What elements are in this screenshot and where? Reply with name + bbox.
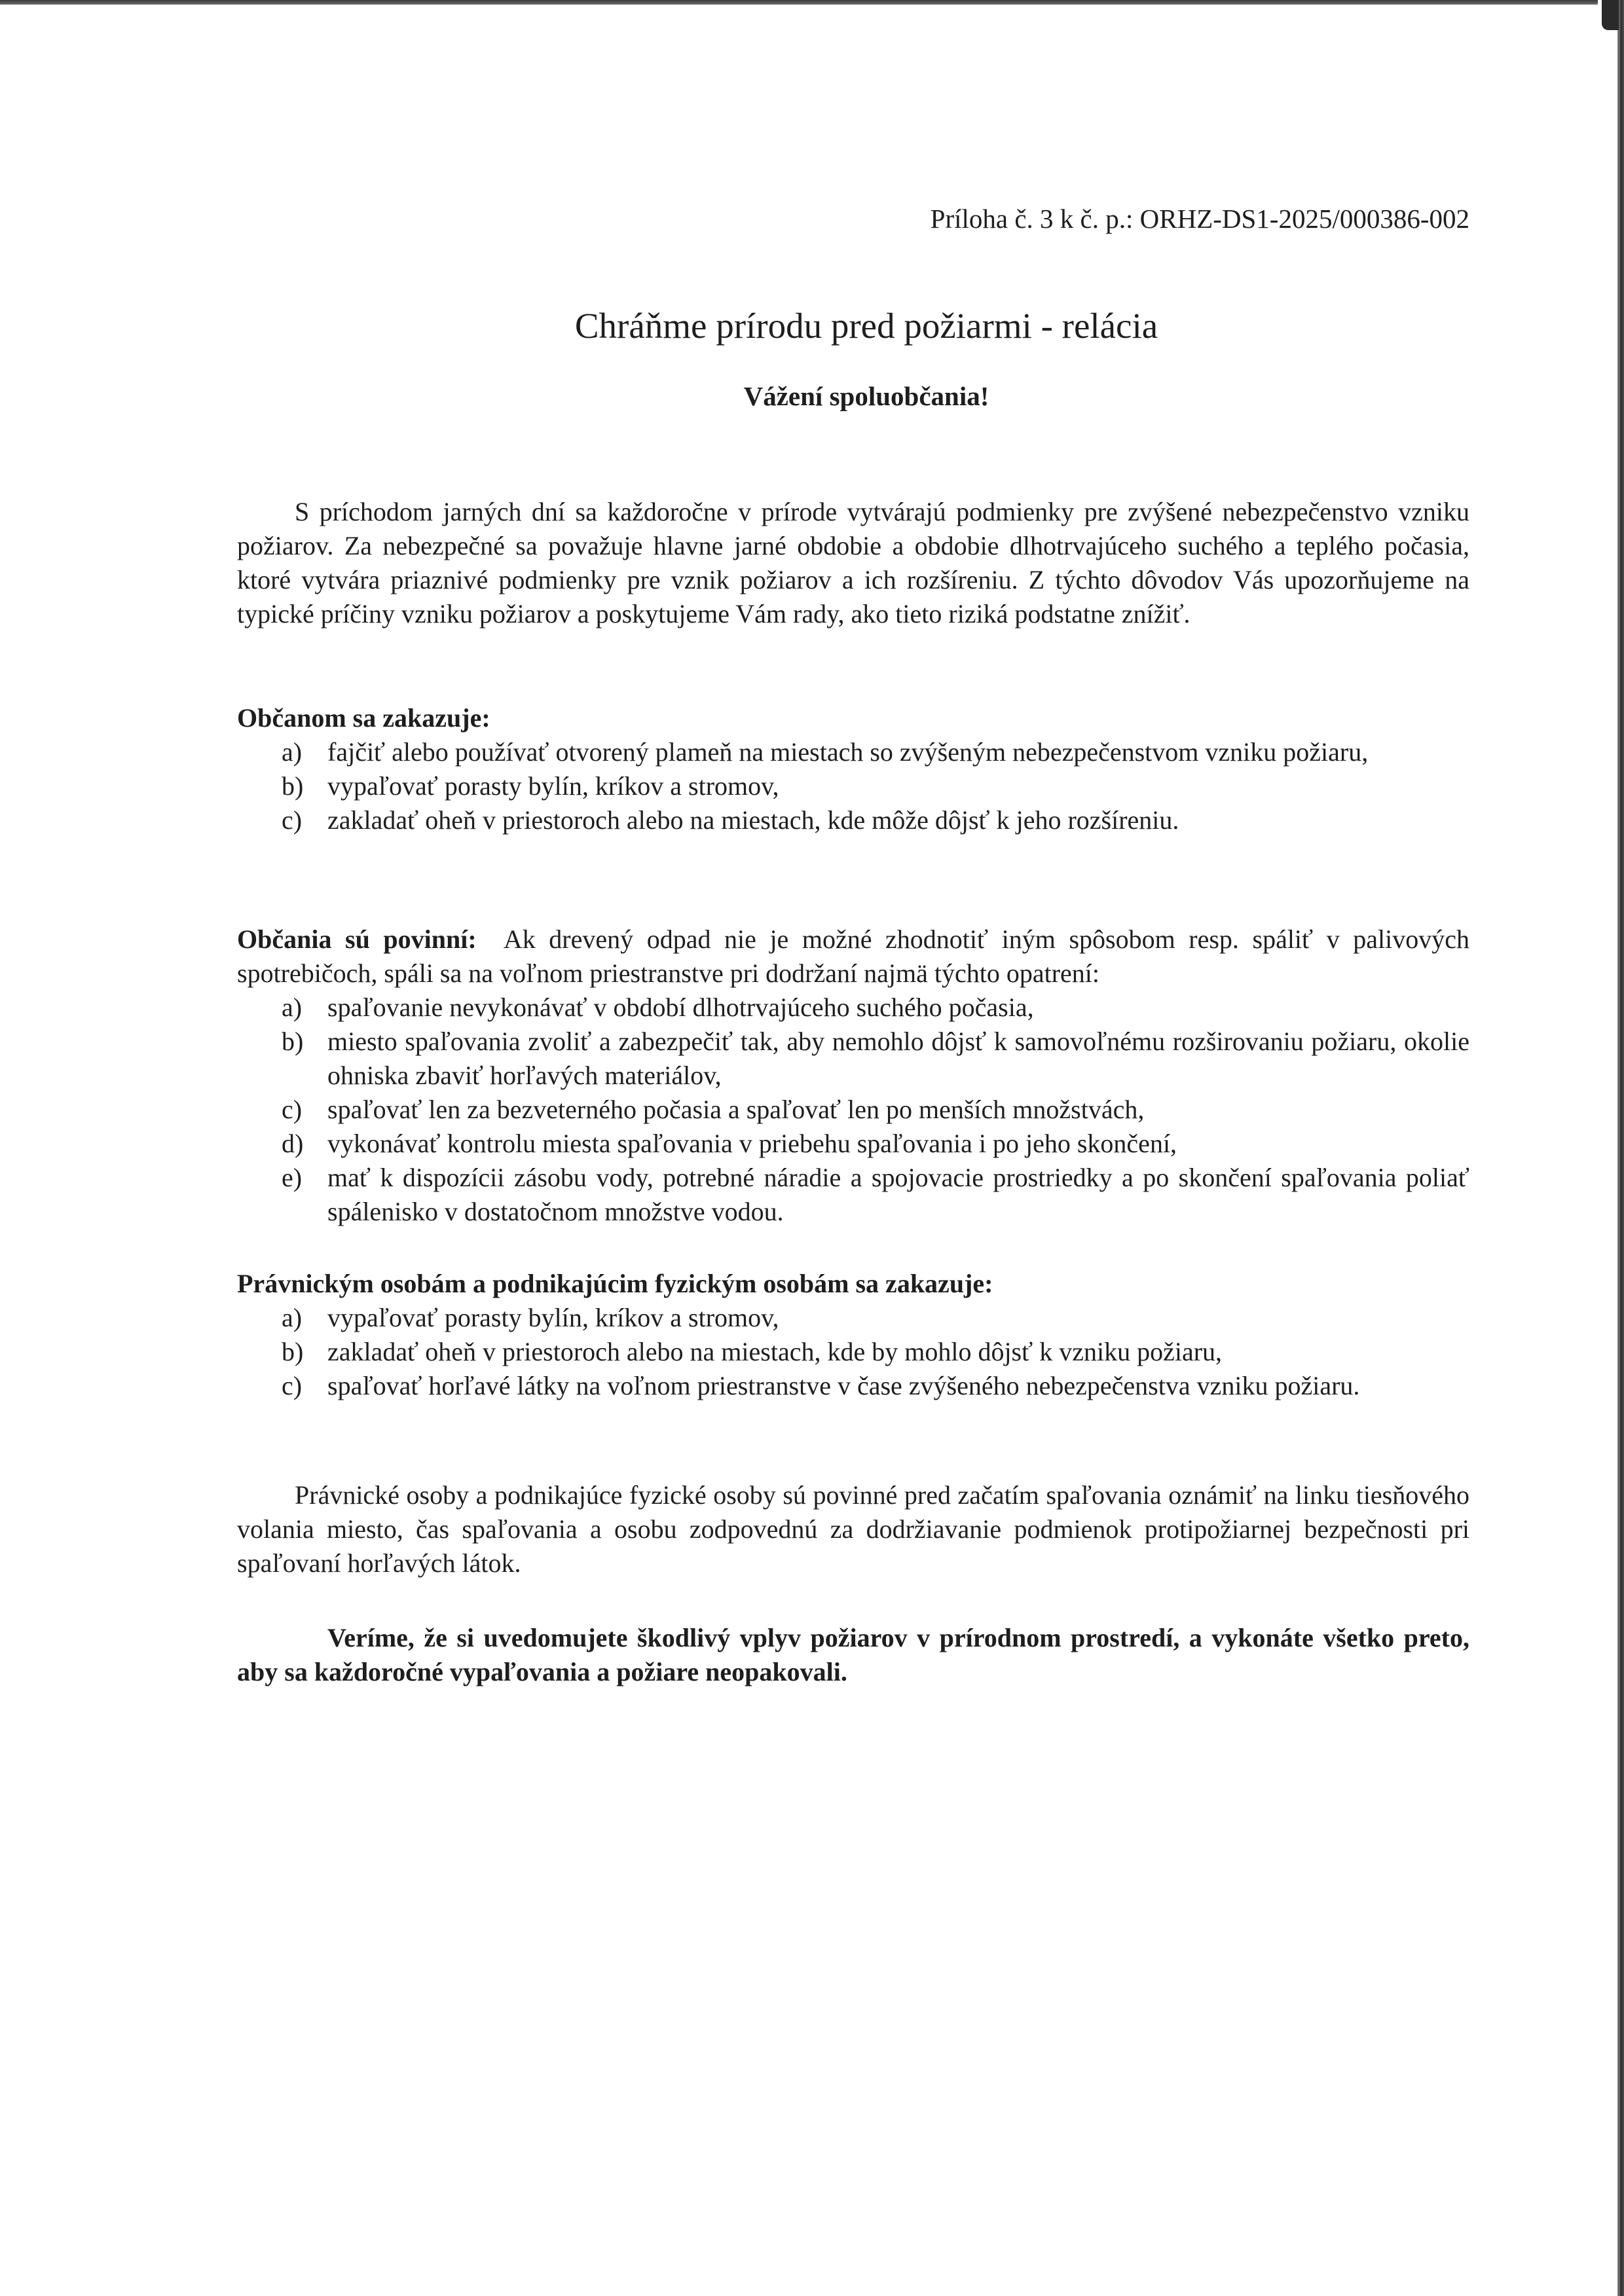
list-item (237, 803, 1469, 837)
section-heading: Právnickým osobám a podnikajúcim fyzickým osobám sa zakazuje: (237, 1269, 993, 1298)
item-text: vypaľovať porasty bylín, kríkov a stromov, (327, 1303, 779, 1332)
item-text: miesto spaľovania zvoliť a zabezpečiť tak, aby nemohlo dôjsť k samovoľnému rozširovaniu požiaru, okolie ohniska zbaviť horľavých materiálov, (327, 1027, 1469, 1090)
lead-text: Ak drevený odpad nie je možné zhodnotiť iným spôsobom resp. spáliť v palivových spotrebičoch, spáli sa na voľnom priestranstve pri dodržaní najmä týchto opatrení: (237, 924, 1469, 988)
list-item (237, 1127, 1469, 1161)
item-label: a) (282, 737, 303, 767)
item-text: zakladať oheň v priestoroch alebo na miestach, kde by mohlo dôjsť k vzniku požiaru, (327, 1337, 1223, 1366)
intro-paragraph: S príchodom jarných dní sa každoročne v prírode vytvárajú podmienky pre zvýšené nebezpečenstvo vzniku požiarov. Za nebezpečné sa považuje hlavne jarné obdobie a obdobie dlhotrvajúceho suchého a teplého počasia, ktoré vytvára priaznivé podmienky pre vznik požiarov a ich rozšíreniu. Z týchto dôvodov Vás upozorňujeme na typické príčiny vzniku požiarov a poskytujeme Vám rady, ako tieto riziká podstatne znížiť. (237, 497, 1469, 629)
scan-border-right (1617, 0, 1624, 2296)
list-item (237, 1161, 1469, 1229)
list-item (237, 769, 1469, 803)
item-label: b) (282, 1027, 304, 1056)
section-heading: Občanom sa zakazuje: (237, 703, 490, 733)
greeting: Vážení spoluobčania! (743, 381, 989, 411)
citizens-prohibited-section (237, 701, 1469, 837)
annex-reference: Príloha č. 3 k č. p.: ORHZ-DS1-2025/000386-002 (930, 204, 1469, 234)
notification-paragraph: Právnické osoby a podnikajúce fyzické osoby sú povinné pred začatím spaľovania oznámiť na linku tiesňového volania miesto, čas spaľovania a osobu zodpovednú za dodržiavanie podmienok protipožiarnej bezpečnosti pri spaľovaní horľavých látok. (237, 1480, 1469, 1578)
item-text: spaľovanie nevykonávať v období dlhotrvajúceho suchého počasia, (327, 993, 1034, 1022)
item-text: vypaľovať porasty bylín, kríkov a stromov, (327, 771, 779, 801)
item-label: c) (282, 1095, 303, 1124)
section-heading: Občania sú povinní: (237, 924, 477, 954)
item-label: a) (282, 993, 303, 1022)
citizens-obliged-section (237, 922, 1469, 1229)
item-text: zakladať oheň v priestoroch alebo na miestach, kde môže dôjsť k jeho rozšíreniu. (327, 805, 1179, 835)
list-item (237, 735, 1469, 769)
list-item (237, 1025, 1469, 1093)
item-label: a) (282, 1303, 303, 1332)
legal-entities-prohibited-section (237, 1267, 1469, 1403)
list-item (237, 1093, 1469, 1127)
item-text: spaľovať len za bezveterného počasia a spaľovať len po menších množstvách, (327, 1095, 1145, 1124)
scan-corner-shadow (1602, 0, 1619, 30)
item-label: c) (282, 805, 303, 835)
document-title: Chráňme prírodu pred požiarmi - relácia (574, 306, 1158, 346)
item-label: b) (282, 1337, 304, 1366)
item-text: vykonávať kontrolu miesta spaľovania v priebehu spaľovania i po jeho skončení, (327, 1129, 1177, 1158)
closing-paragraph: Veríme, že si uvedomujete škodlivý vplyv požiarov v prírodnom prostredí, a vykonáte všetko preto, aby sa každoročné vypaľovania a požiare neopakovali. (237, 1623, 1469, 1686)
item-text: spaľovať horľavé látky na voľnom priestranstve v čase zvýšeného nebezpečenstva vzniku požiaru. (327, 1371, 1360, 1400)
item-label: c) (282, 1371, 303, 1400)
item-label: d) (282, 1129, 304, 1158)
item-text: mať k dispozícii zásobu vody, potrebné náradie a spojovacie prostriedky a po skončení spaľovania poliať spálenisko v dostatočnom množstve vodou. (327, 1163, 1469, 1226)
prohibited-list (237, 735, 1469, 837)
scan-border-top (0, 0, 1598, 5)
item-label: b) (282, 771, 304, 801)
list-item (237, 991, 1469, 1025)
obligations-list (237, 991, 1469, 1229)
item-text: fajčiť alebo používať otvorený plameň na miestach so zvýšeným nebezpečenstvom vzniku požiaru, (327, 737, 1369, 767)
list-item (237, 1301, 1469, 1335)
legal-prohibited-list (237, 1301, 1469, 1403)
list-item (237, 1335, 1469, 1369)
obliged-lead-paragraph (237, 922, 1469, 991)
list-item (237, 1369, 1469, 1403)
item-label: e) (282, 1163, 303, 1192)
